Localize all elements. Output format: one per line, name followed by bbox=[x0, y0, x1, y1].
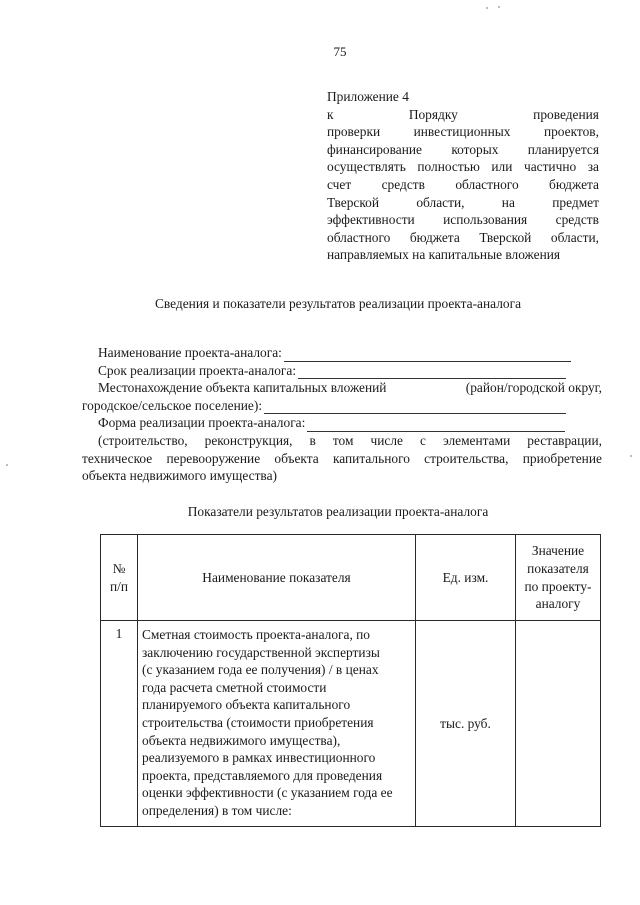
form-hint-word: реконструкция, bbox=[204, 432, 293, 448]
form-hint-word: том bbox=[332, 432, 354, 448]
appendix-block bbox=[327, 88, 599, 264]
appendix-word: проверки bbox=[327, 124, 381, 140]
project-term-field bbox=[82, 362, 602, 380]
form-hint-word: в bbox=[309, 432, 316, 448]
appendix-word: проектов, bbox=[543, 124, 599, 140]
project-form-label: Форма реализации проекта-аналога: bbox=[98, 415, 306, 431]
form-hint-word: техническое bbox=[82, 450, 153, 466]
project-fields bbox=[82, 344, 602, 485]
form-hint-word: строительства, bbox=[424, 450, 509, 466]
appendix-word: частично bbox=[523, 159, 577, 175]
appendix-word: области, bbox=[550, 229, 599, 245]
appendix-line bbox=[327, 176, 599, 194]
appendix-word: бюджета bbox=[409, 229, 460, 245]
project-form-field bbox=[82, 414, 602, 432]
project-name-underline bbox=[284, 348, 571, 362]
appendix-line bbox=[327, 194, 599, 212]
form-hint-word: приобретение bbox=[522, 450, 602, 466]
row-name-line: реализуемого в рамках инвестиционного bbox=[142, 750, 376, 766]
project-location-hint: (район/городской округ, bbox=[465, 380, 602, 396]
appendix-word: финансирование bbox=[327, 141, 422, 157]
appendix-last-line: направляемых на капитальные вложения bbox=[327, 247, 561, 263]
row-name-line: объекта недвижимого имущества), bbox=[142, 732, 341, 748]
form-hint-word: с bbox=[419, 432, 426, 448]
appendix-word: инвестиционных bbox=[413, 124, 511, 140]
project-term-label: Срок реализации проекта-аналога: bbox=[98, 362, 297, 378]
table-header-row bbox=[101, 535, 601, 621]
project-name-label: Наименование проекта-аналога: bbox=[98, 345, 282, 360]
appendix-word: полностью bbox=[417, 159, 480, 175]
appendix-title: Приложение 4 bbox=[327, 89, 409, 104]
appendix-word: осуществлять bbox=[327, 159, 406, 175]
appendix-line bbox=[327, 211, 599, 229]
header-cell-unit: Ед. изм. bbox=[416, 535, 516, 621]
form-hint-word: (строительство, bbox=[98, 432, 188, 448]
form-hint-word: реставрации, bbox=[527, 432, 602, 448]
appendix-word: за bbox=[587, 159, 599, 175]
indicators-table bbox=[100, 534, 601, 827]
project-location-hint-2: городское/сельское поселение): bbox=[82, 397, 263, 413]
row-name-line: (с указанием года ее получения) / в ценах bbox=[142, 662, 379, 678]
row-name-line: заключению государственной экспертизы bbox=[142, 644, 380, 660]
header-cell-num bbox=[101, 535, 138, 621]
appendix-word: Тверской bbox=[327, 194, 380, 210]
appendix-word: областного bbox=[327, 229, 391, 245]
project-location-field-line-2 bbox=[82, 397, 602, 415]
row-name-line: оценки эффективности (с указанием года ее bbox=[142, 785, 393, 801]
appendix-word: Тверской bbox=[479, 229, 532, 245]
project-form-hint-line-3: объекта недвижимого имущества) bbox=[82, 468, 277, 484]
appendix-line bbox=[327, 141, 599, 159]
appendix-word: эффективности bbox=[327, 212, 415, 228]
header-num-line: № bbox=[112, 560, 126, 576]
scan-speck bbox=[6, 464, 8, 466]
project-form-hint-line-2 bbox=[82, 450, 602, 468]
appendix-word: Порядку bbox=[408, 106, 458, 122]
row-name-line: определения) в том числе: bbox=[142, 802, 292, 818]
form-hint-word: числе bbox=[370, 432, 403, 448]
project-location-underline bbox=[264, 400, 566, 414]
header-cell-value bbox=[516, 535, 601, 621]
project-form-underline bbox=[307, 418, 565, 432]
appendix-word: на bbox=[501, 194, 515, 210]
appendix-word: или bbox=[491, 159, 513, 175]
appendix-line bbox=[327, 158, 599, 176]
appendix-word: планируется bbox=[527, 141, 599, 157]
appendix-line bbox=[327, 229, 599, 247]
project-location-field bbox=[82, 379, 602, 397]
header-value-line: Значение bbox=[531, 543, 585, 559]
scan-speck bbox=[498, 6, 500, 8]
appendix-word: области, bbox=[416, 194, 465, 210]
header-value-line: показателя bbox=[527, 560, 589, 576]
project-location-label: Местонахождение объекта капитальных вложений bbox=[98, 380, 387, 396]
row-name-cell bbox=[138, 621, 416, 827]
section-title: Сведения и показатели результатов реализации проекта-аналога bbox=[154, 296, 522, 311]
scan-speck bbox=[486, 7, 488, 9]
scan-speck bbox=[630, 455, 632, 457]
row-value-cell bbox=[516, 621, 601, 827]
row-name-line: строительства (стоимости приобретения bbox=[142, 714, 374, 730]
appendix-word: использования bbox=[443, 212, 528, 228]
row-unit-cell: тыс. руб. bbox=[416, 621, 516, 827]
row-name-line: Сметная стоимость проекта-аналога, по bbox=[142, 627, 371, 642]
table-title: Показатели результатов реализации проекта-аналога bbox=[187, 504, 489, 519]
table-row bbox=[101, 621, 601, 827]
project-name-field bbox=[82, 344, 602, 362]
project-term-underline bbox=[298, 365, 566, 379]
appendix-line bbox=[327, 123, 599, 141]
row-name-line: проекта, представляемого для проведения bbox=[142, 767, 383, 783]
appendix-word: счет bbox=[327, 176, 352, 192]
row-name-line: года расчета сметной стоимости bbox=[142, 679, 327, 695]
appendix-word: предмет bbox=[552, 194, 599, 210]
appendix-word: областного bbox=[455, 176, 519, 192]
header-value-line: по проекту- bbox=[524, 578, 592, 594]
form-hint-word: объекта bbox=[274, 450, 319, 466]
appendix-line bbox=[327, 106, 599, 124]
row-num-cell: 1 bbox=[101, 621, 138, 827]
appendix-word: которых bbox=[451, 141, 499, 157]
appendix-word: средств bbox=[555, 212, 599, 228]
form-hint-word: элементами bbox=[442, 432, 511, 448]
appendix-word: бюджета bbox=[549, 176, 599, 192]
form-hint-word: перевооружение bbox=[166, 450, 261, 466]
header-cell-name: Наименование показателя bbox=[138, 535, 416, 621]
form-hint-word: капитального bbox=[332, 450, 410, 466]
appendix-word: проведения bbox=[533, 106, 599, 122]
appendix-word: к bbox=[327, 106, 334, 122]
row-name-line: планируемого объекта капитального bbox=[142, 697, 351, 713]
header-num-line: п/п bbox=[109, 578, 129, 594]
page-number: 75 bbox=[333, 44, 347, 59]
project-form-hint-line-1 bbox=[82, 432, 602, 450]
header-value-line: аналогу bbox=[535, 596, 581, 612]
appendix-word: средств bbox=[381, 176, 425, 192]
